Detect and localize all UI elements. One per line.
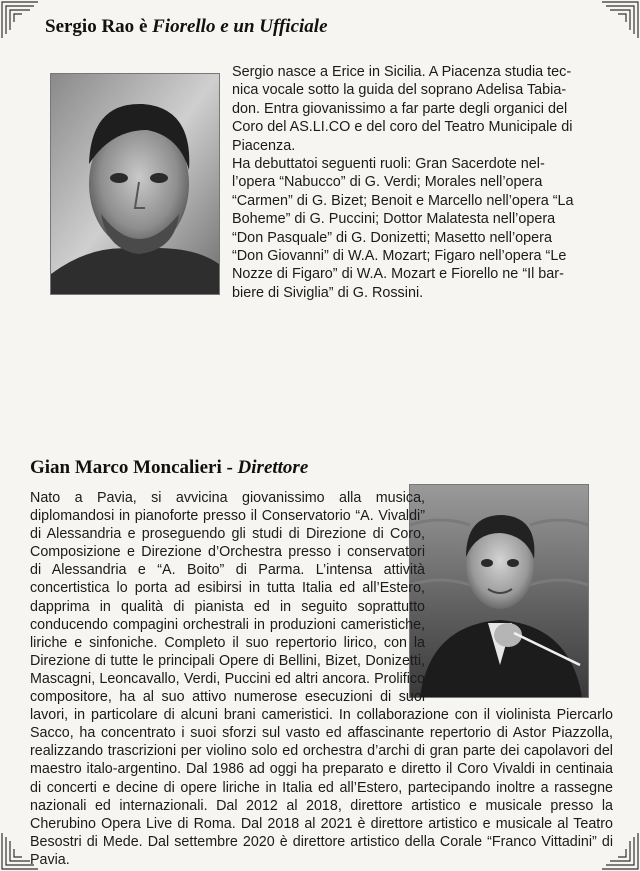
bio-line: Ha debuttatoi seguenti ruoli: Gran Sacerdote nel-	[232, 156, 545, 173]
performer-name: Gian Marco Moncalieri	[30, 457, 222, 478]
bio-line: “Don Pasquale” di G. Donizetti; Masetto nell’opera	[232, 229, 552, 246]
performer-role: Fiorello e un Ufficiale	[152, 16, 328, 37]
bio-line: Sergio nasce a Erice in Sicilia. A Piacenza studia tec-	[232, 64, 572, 80]
performer-role: Direttore	[237, 457, 309, 478]
bio-sergio-rao	[232, 63, 604, 302]
section-heading-sergio-rao	[45, 16, 328, 38]
portrait-photo-sergio-rao	[50, 73, 220, 295]
bio-line: l’opera “Nabucco” di G. Verdi; Morales nell’opera	[232, 174, 543, 191]
section-heading-gian-marco-moncalieri	[30, 457, 308, 479]
photo-spacer	[425, 489, 613, 697]
bio-line: biere di Siviglia” di G. Rossini.	[232, 284, 424, 301]
bio-line: don. Entra giovanissimo a far parte degli organici del	[232, 100, 568, 117]
heading-separator: è	[134, 16, 153, 37]
heading-separator: -	[221, 457, 238, 478]
bio-line: nica vocale sotto la guida del soprano Adelisa Tabia-	[232, 82, 567, 99]
bio-line: Nozze di Figaro” di W.A. Mozart e Fiorello ne “Il bar-	[232, 266, 564, 283]
bio-line: “Don Giovanni” di W.A. Mozart; Figaro nell’opera “Le	[232, 248, 567, 265]
bio-line: “Carmen” di G. Bizet; Benoit e Marcello nell’opera “La	[232, 192, 574, 209]
performer-name: Sergio Rao	[45, 16, 135, 37]
bio-line: Boheme” di G. Puccini; Dottor Malatesta nell’opera	[232, 211, 556, 228]
corner-ornament-top-left	[0, 0, 40, 40]
bio-line: Coro del AS.LI.CO e del coro del Teatro Municipale di	[232, 119, 573, 136]
bio-line: Piacenza.	[232, 137, 296, 154]
corner-ornament-top-right	[600, 0, 640, 40]
bio-gian-marco-moncalieri	[30, 489, 613, 869]
bio-paragraph: Nato a Pavia, si avvicina giovanissimo alla musica, diplomandosi in pianoforte presso il Conservatorio “A. Vivaldi” di Alessandria e proseguendo gli studi di Direzione di Coro, Composizione e Direzione d’Orchestra presso i conservatori di Alessandria e “A. Boito” di Parma. L’intensa attività concertistica lo porta ad esibirsi in tutta Italia ed all’Estero, dapprima in qualità di pianista ed in seguito soprattutto conducendo compagini orchestrali in produzioni cameristiche, liriche e sinfoniche. Completo il suo repertorio lirico, con la Direzione di tutte le principali Opere di Bellini, Bizet, Donizetti, Mascagni, Leoncavallo, Verdi, Puccini ed altri ancora. Prolifico compositore, ha al suo attivo numerose esecuzioni di suoi lavori, in particolare di alcuni brani cameristici. In collaborazione con il violinista Piercarlo Sacco, ha concentrato i suoi sforzi sul vasto ed affascinante repertorio di Astor Piazzolla, realizzando trascrizioni per violino solo ed orchestra d’archi di gran parte dei capolavori del maestro italo-argentino. Dal 1986 ad oggi ha preparato e diretto il Coro Vivaldi in centinaia di concerti e decine di opere liriche in Italia ed all’Estero, partecipando inoltre a rassegne nazionali ed internazionali. Dal 2012 al 2018, direttore artistico e musicale presso la Cherubino Opera Live di Roma. Dal 2018 al 2021 è direttore artistico e musicale al Teatro Besostri di Mede. Dal settembre 2020 è direttore artistico della Corale “Franco Vittadini” di Pavia.	[30, 490, 613, 868]
